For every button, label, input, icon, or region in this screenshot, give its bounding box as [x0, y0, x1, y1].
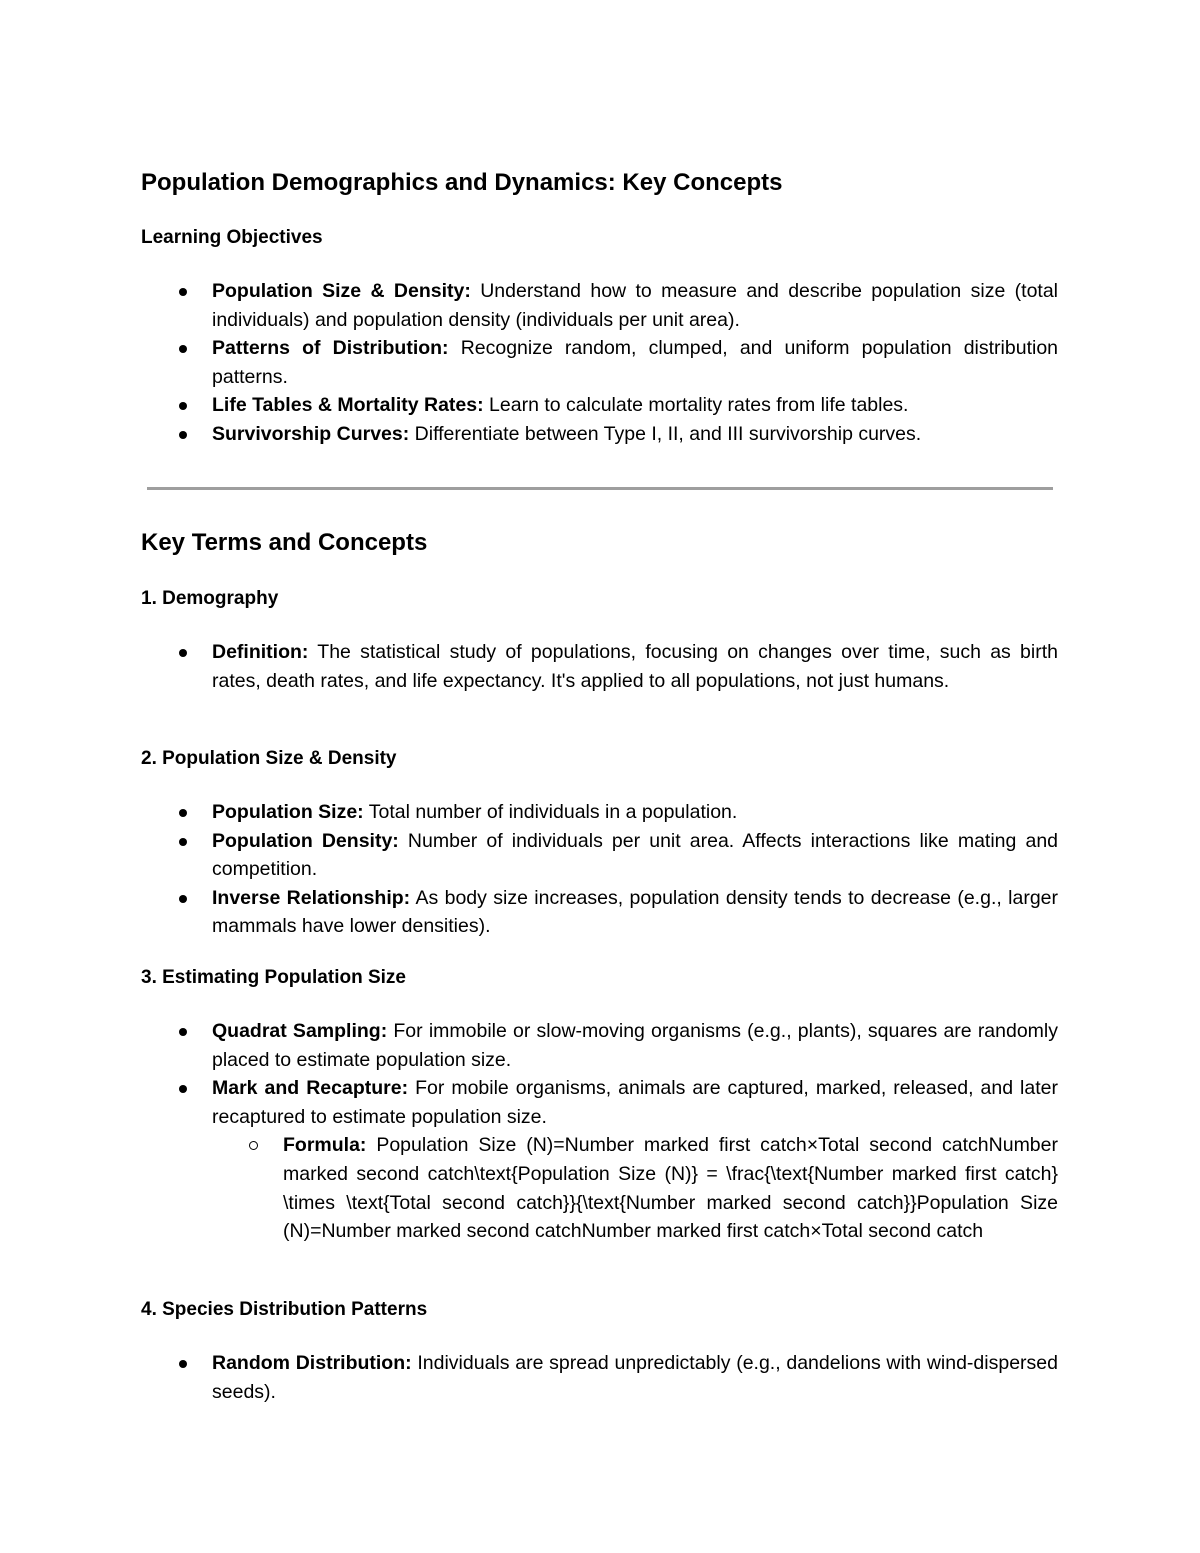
section-estimating-population-size	[141, 966, 1058, 1246]
item-term: Formula:	[283, 1134, 367, 1157]
item-term: Inverse Relationship:	[212, 886, 411, 909]
item-text: As body size increases, population density tends to decrease (e.g., larger mammals have lower densities).	[212, 886, 1059, 938]
item-term: Random Distribution:	[212, 1352, 412, 1374]
item-term: Mark and Recapture:	[212, 1077, 409, 1100]
section-population-size-density	[141, 747, 1058, 941]
item-text: For mobile organisms, animals are captured, marked, released, and later recaptured to estimate population size.	[212, 1077, 1058, 1128]
list-item	[141, 798, 1058, 827]
list-item	[141, 391, 1058, 420]
item-term: Survivorship Curves:	[212, 422, 410, 445]
section-list	[141, 1017, 1058, 1246]
item-text: For immobile or slow-moving organisms (e.g., plants), squares are randomly placed to estimate population size.	[212, 1020, 1059, 1071]
section-heading: 3. Estimating Population Size	[141, 967, 406, 988]
learning-objectives-heading: Learning Objectives	[141, 227, 323, 248]
item-text: Differentiate between Type I, II, and III survivorship curves.	[414, 422, 922, 445]
item-text: Learn to calculate mortality rates from life tables.	[489, 394, 909, 417]
sub-list-item	[141, 1131, 1058, 1245]
item-term: Definition:	[212, 641, 309, 663]
list-item	[141, 1074, 1058, 1131]
item-text: Understand how to measure and describe population size (total individuals) and population density (individuals per unit area).	[212, 280, 1059, 331]
item-text: Population Size (N)=Number marked first catch×Total second catchNumber marked second catch\text{Population Size (N)} = \frac{\text{Number marked first catch} \times \text{Total second catch}}{\text{Number marked second catch}}Population Size (N)=Number marked second catchNumber marked first catch×Total second catch	[283, 1134, 1058, 1243]
section-heading: 2. Population Size & Density	[141, 748, 397, 769]
key-terms-heading: Key Terms and Concepts	[141, 529, 428, 556]
item-term: Population Size:	[212, 801, 364, 823]
learning-objectives-section	[141, 226, 1058, 449]
list-item	[141, 1349, 1058, 1406]
item-term: Life Tables & Mortality Rates:	[212, 394, 484, 417]
item-term: Patterns of Distribution:	[212, 337, 449, 360]
learning-objectives-list	[141, 277, 1058, 449]
section-distribution-patterns	[141, 1298, 1058, 1406]
section-demography	[141, 587, 1058, 695]
list-item	[141, 334, 1058, 391]
horizontal-divider	[147, 487, 1053, 490]
item-text: Recognize random, clumped, and uniform population distribution patterns.	[212, 337, 1059, 388]
item-text: Number of individuals per unit area. Affects interactions like mating and competition.	[212, 829, 1059, 881]
item-term: Population Density:	[212, 829, 399, 852]
list-item	[141, 884, 1058, 941]
item-term: Quadrat Sampling:	[212, 1020, 388, 1042]
item-term: Population Size & Density:	[212, 280, 471, 302]
list-item	[141, 420, 1058, 449]
section-heading: 1. Demography	[141, 588, 279, 609]
list-item	[141, 277, 1058, 334]
section-heading: 4. Species Distribution Patterns	[141, 1299, 428, 1320]
list-item	[141, 1017, 1058, 1074]
item-text: The statistical study of populations, focusing on changes over time, such as birth rates, death rates, and life expectancy. It's applied to all populations, not just humans.	[212, 641, 1058, 692]
item-text: Total number of individuals in a population.	[368, 801, 738, 823]
item-text: Individuals are spread unpredictably (e.g., dandelions with wind-dispersed seeds).	[212, 1352, 1058, 1403]
section-list	[141, 1349, 1058, 1406]
list-item	[141, 827, 1058, 884]
section-list	[141, 638, 1058, 695]
document-title: Population Demographics and Dynamics: Key Concepts	[141, 169, 783, 196]
list-item	[141, 638, 1058, 695]
section-list	[141, 798, 1058, 941]
